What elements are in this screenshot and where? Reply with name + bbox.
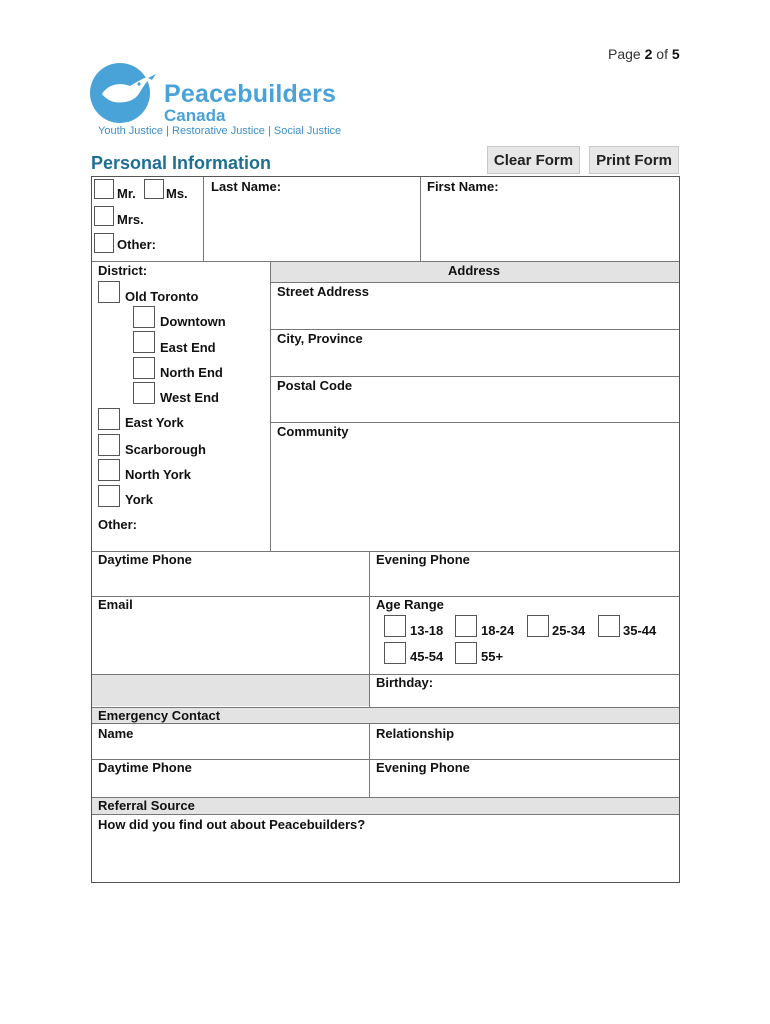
- last-name-label: Last Name:: [211, 179, 282, 194]
- referral-question-label: How did you find out about Peacebuilders?: [98, 817, 366, 832]
- evening-phone-field[interactable]: [370, 551, 678, 594]
- label-scarborough: Scarborough: [125, 442, 206, 457]
- postal-code-label: Postal Code: [277, 378, 353, 393]
- label-east-york: East York: [125, 415, 184, 430]
- emergency-contact-header: Emergency Contact: [98, 708, 221, 723]
- brand-sub: Canada: [164, 106, 226, 125]
- page-current: 2: [644, 46, 653, 62]
- page-of: of: [656, 46, 668, 62]
- checkbox-york[interactable]: [98, 485, 120, 507]
- email-field[interactable]: [93, 596, 367, 672]
- community-field[interactable]: [272, 422, 678, 549]
- label-mrs: Mrs.: [117, 212, 144, 227]
- checkbox-east-york[interactable]: [98, 408, 120, 430]
- label-age-35-44: 35-44: [623, 623, 657, 638]
- emergency-daytime-phone-label: Daytime Phone: [98, 760, 192, 775]
- checkbox-age-25-34[interactable]: [527, 615, 549, 637]
- daytime-phone-label: Daytime Phone: [98, 552, 192, 567]
- city-province-field[interactable]: [272, 329, 678, 375]
- street-address-label: Street Address: [277, 284, 369, 299]
- checkbox-north-end[interactable]: [133, 357, 155, 379]
- checkbox-old-toronto[interactable]: [98, 281, 120, 303]
- checkbox-scarborough[interactable]: [98, 434, 120, 456]
- checkbox-downtown[interactable]: [133, 306, 155, 328]
- print-form-button[interactable]: Print Form: [589, 146, 679, 174]
- label-north-york: North York: [125, 467, 191, 482]
- label-age-25-34: 25-34: [552, 623, 586, 638]
- label-age-13-18: 13-18: [410, 623, 444, 638]
- community-label: Community: [277, 424, 349, 439]
- checkbox-mr[interactable]: [94, 179, 114, 199]
- checkbox-other-title[interactable]: [94, 233, 114, 253]
- label-age-55-plus: 55+: [481, 649, 504, 664]
- checkbox-age-18-24[interactable]: [455, 615, 477, 637]
- evening-phone-label: Evening Phone: [376, 552, 470, 567]
- district-other-label: Other:: [98, 517, 137, 532]
- checkbox-age-13-18[interactable]: [384, 615, 406, 637]
- relationship-field[interactable]: [370, 723, 678, 757]
- birthday-label: Birthday:: [376, 675, 434, 690]
- referral-source-header: Referral Source: [98, 798, 195, 813]
- checkbox-east-end[interactable]: [133, 331, 155, 353]
- label-mr: Mr.: [117, 186, 136, 201]
- label-east-end: East End: [160, 340, 216, 355]
- emergency-evening-phone-label: Evening Phone: [376, 760, 470, 775]
- checkbox-age-55-plus[interactable]: [455, 642, 477, 664]
- label-downtown: Downtown: [160, 314, 226, 329]
- daytime-phone-field[interactable]: [93, 551, 367, 594]
- city-province-label: City, Province: [277, 331, 363, 346]
- section-title: Personal Information: [91, 153, 272, 173]
- label-york: York: [125, 492, 153, 507]
- checkbox-age-45-54[interactable]: [384, 642, 406, 664]
- referral-answer-field[interactable]: [93, 834, 678, 881]
- address-header: Address: [448, 263, 501, 278]
- checkbox-mrs[interactable]: [94, 206, 114, 226]
- clear-form-button[interactable]: Clear Form: [487, 146, 580, 174]
- label-age-18-24: 18-24: [481, 623, 515, 638]
- emergency-name-field[interactable]: [93, 723, 367, 757]
- district-label: District:: [98, 263, 148, 278]
- label-ms: Ms.: [166, 186, 188, 201]
- checkbox-west-end[interactable]: [133, 382, 155, 404]
- age-range-label: Age Range: [376, 597, 444, 612]
- brand-tagline: Youth Justice | Restorative Justice | Social Justice: [98, 125, 342, 137]
- relationship-label: Relationship: [376, 726, 455, 741]
- page-label: Page: [608, 46, 641, 62]
- emergency-daytime-phone-field[interactable]: [93, 759, 367, 796]
- brand-name: Peacebuilders: [164, 80, 337, 108]
- email-label: Email: [98, 597, 133, 612]
- label-other-title: Other:: [117, 237, 156, 252]
- last-name-field[interactable]: [204, 196, 418, 258]
- label-north-end: North End: [160, 365, 223, 380]
- emergency-evening-phone-field[interactable]: [370, 759, 678, 796]
- label-age-45-54: 45-54: [410, 649, 444, 664]
- first-name-field[interactable]: [421, 196, 678, 258]
- label-old-toronto: Old Toronto: [125, 289, 199, 304]
- checkbox-north-york[interactable]: [98, 459, 120, 481]
- checkbox-ms[interactable]: [144, 179, 164, 199]
- page-total: 5: [671, 46, 680, 62]
- emergency-name-label: Name: [98, 726, 134, 741]
- street-address-field[interactable]: [272, 282, 678, 328]
- label-west-end: West End: [160, 390, 219, 405]
- page-number: [608, 46, 680, 62]
- birthday-field[interactable]: [440, 674, 678, 704]
- first-name-label: First Name:: [427, 179, 499, 194]
- postal-code-field[interactable]: [272, 376, 678, 421]
- checkbox-age-35-44[interactable]: [598, 615, 620, 637]
